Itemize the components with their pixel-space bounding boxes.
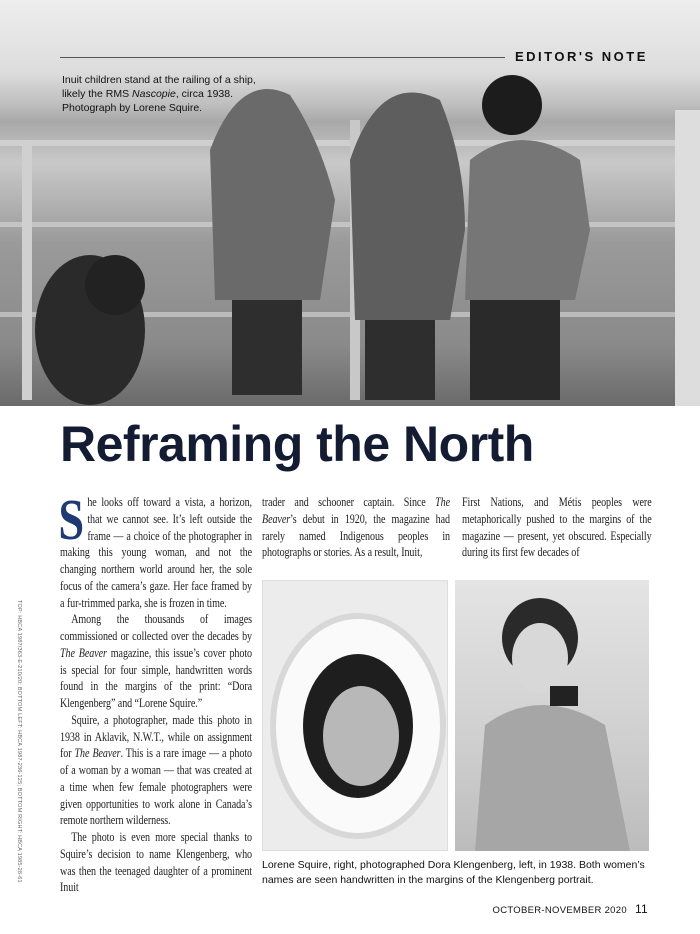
caption-text: , circa 1938. Photograph by Lorene Squire. xyxy=(62,88,234,114)
dora-klengenberg-portrait xyxy=(262,580,448,851)
magazine-name: The Beaver xyxy=(74,746,121,761)
hero-caption xyxy=(62,73,262,115)
paragraph-text: magazine, this issue’s cover photo is special for four simple, handwritten words found in the margins of the print: “Dora Klengenberg” and “Lorene Squire.” xyxy=(60,645,253,710)
article-column-3 xyxy=(462,494,652,561)
paragraph xyxy=(262,494,450,561)
paragraph-text: . This is a rare image — a photo of a woman by a woman — that was created at a time when few female photographers were given opportunities to work alone in Canada’s remote northern wilderness. xyxy=(60,746,252,828)
paragraph: The photo is even more special thanks to Squire’s decision to name Klengenberg, who was then the teenaged daughter of a prominent Inuit xyxy=(60,830,252,895)
article-title: Reframing the North xyxy=(60,416,534,472)
paragraph xyxy=(60,611,252,712)
page-number: 11 xyxy=(634,902,648,916)
photo-credits: TOP: HBCA 1987/363-E-210/20; BOTTOM LEFT: HBCA 1987-236-125; BOTTOM RIGHT: HBCA 1985-28-61 xyxy=(16,600,22,883)
paragraph-text: ’s debut in 1920, the magazine had rarely named Indigenous peoples in photographs or stories. As a result, Inuit, xyxy=(262,511,450,560)
paragraph-text: he looks off toward a vista, a horizon, that we cannot see. It’s left outside the frame — a choice of the photographer in making this young woman, and not the changing northern world around her, the sole focus of the camera’s gaze. Her face framed by a fur-trimmed parka, she is frozen in time. xyxy=(60,495,253,610)
header-rule xyxy=(60,57,505,58)
magazine-name: The Beaver xyxy=(60,645,107,660)
paragraph-text: Squire, a photographer, made this photo in 1938 in Aklavik, N.W.T., while on assignment for xyxy=(60,712,252,761)
paragraph: First Nations, and Métis peoples were metaphorically pushed to the margins of the magazine — present, yet obscured. Especially during its first few decades of xyxy=(462,495,652,560)
paragraph-text: Among the thousands of images commissioned or collected over the decades by xyxy=(60,612,252,643)
caption-text: Inuit children stand at the railing of a ship, likely the RMS xyxy=(62,74,256,100)
paragraph xyxy=(58,487,253,611)
page-footer xyxy=(493,902,648,916)
lorene-squire-portrait xyxy=(455,580,649,851)
section-label: EDITOR'S NOTE xyxy=(515,49,648,64)
paragraph-text: trader and schooner captain. Since xyxy=(262,495,436,509)
article-column-2 xyxy=(262,494,450,561)
ship-name: Nascopie xyxy=(132,88,176,100)
photo-caption: Lorene Squire, right, photographed Dora Klengenberg, left, in 1938. Both women’s names are seen handwritten in the margins of the Klengenberg portrait. xyxy=(262,859,645,886)
article-column-1 xyxy=(58,487,253,896)
drop-cap: S xyxy=(58,487,85,552)
paragraph xyxy=(60,712,252,829)
issue-date: OCTOBER-NOVEMBER 2020 xyxy=(492,905,627,916)
magazine-name: The Beaver xyxy=(262,495,450,526)
